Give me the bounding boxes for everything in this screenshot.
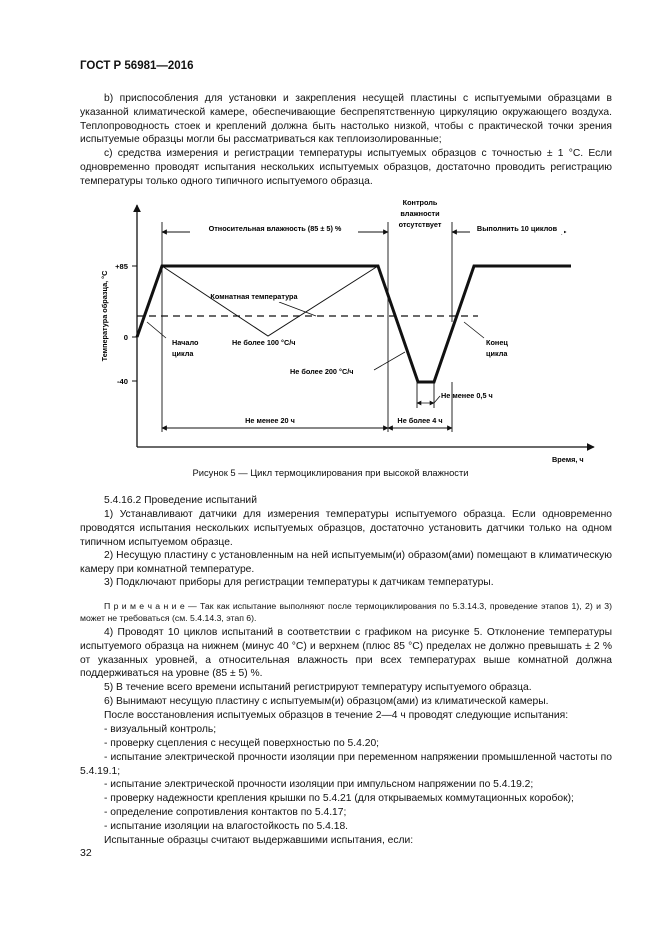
y-tick-0: 0 (123, 333, 128, 342)
y-tick-85: +85 (115, 262, 128, 271)
step-1: 1) Устанавливают датчики для измерения температуры испытуемого образца. Если одновременно проводятся испытания нескольких испытуемых образцов, достаточно установить датчики только на одном типичном испытуемом образце. (80, 509, 612, 548)
test-contact-resistance: - определение сопротивления контактов по 5.4.17; (104, 807, 347, 818)
cycle-start-label-2: цикла (172, 349, 194, 358)
step-6: 6) Вынимают несущую пластину с испытуемым(и) образцом(ами) из климатической камеры. (104, 696, 549, 707)
x-axis-label: Время, ч (552, 455, 584, 464)
not-more-4-label: Не более 4 ч (397, 416, 443, 425)
not-more-200-label: Не более 200 °С/ч (290, 367, 354, 376)
test-cover-fixing: - проверку надежности крепления крышки по 5.4.21 (для открываемых коммутационных коробок); (104, 793, 574, 804)
cycle-end-label-2: цикла (486, 349, 508, 358)
step-5: 5) В течение всего времени испытаний регистрируют температуру испытуемого образца. (104, 682, 532, 693)
test-moisture: - испытание изоляции на влагостойкость по 5.4.18. (104, 821, 349, 832)
step-3: 3) Подключают приборы для регистрации температуры к датчикам температуры. (104, 577, 494, 588)
conclusion-intro: Испытанные образцы считают выдержавшими испытания, если: (104, 835, 414, 846)
control-label-1: Контроль (402, 198, 438, 207)
y-axis-label: Температура образца, °С (100, 270, 109, 362)
not-more-100-label: Не более 100 °С/ч (232, 338, 296, 347)
section-heading: 5.4.16.2 Проведение испытаний (104, 495, 257, 506)
test-visual: - визуальный контроль; (104, 724, 217, 735)
note: П р и м е ч а н и е — Так как испытание выполняют после термоциклирования по 5.3.14.3, проведение этапов 1), 2) и 3) может не требоваться (см. 5.4.14.3, этап 6). (80, 601, 612, 623)
after-recovery: После восстановления испытуемых образцов в течение 2—4 ч проводят следующие испытания: (104, 710, 569, 721)
figure-caption: Рисунок 5 — Цикл термоциклирования при высокой влажности (192, 467, 469, 478)
not-less-05-label: Не менее 0,5 ч (441, 391, 493, 400)
intro-paragraph-c: c) средства измерения и регистрации температуры испытуемых образцов с точностью ± 1 °С. Если одновременно проводят испытания нескольких испытуемых образцов, достаточно проводить регистрацию температуры только одного типичного испытуемого образца. (80, 148, 612, 187)
temperature-profile (137, 266, 571, 382)
not-less-20-label: Не менее 20 ч (245, 416, 295, 425)
cycle-end-label-1: Конец (486, 338, 508, 347)
humidity-label: Относительная влажность (85 ± 5) % (208, 224, 342, 233)
intro-paragraph-b: b) приспособления для установки и закрепления несущей пластины с испытуемыми образцами в указанной климатической камере, обеспечивающие беспрепятственную циркуляцию окружающего воздуха. Теплопроводность стоек и креплений должна быть настолько низкой, чтобы с практической точки зрения испытуемые образцы могли бы рассматриваться как теплоизолированные; (80, 93, 612, 146)
test-ac-strength: - испытание электрической прочности изоляции при переменном напряжении промышленной частоты по 5.4.19.1; (80, 752, 612, 777)
test-adhesion: - проверку сцепления с несущей поверхностью по 5.4.20; (104, 738, 380, 749)
document-header: ГОСТ Р 56981—2016 (80, 60, 194, 72)
test-impulse-strength: - испытание электрической прочности изоляции при импульсном напряжении по 5.4.19.2; (104, 779, 534, 790)
y-tick-minus40: -40 (117, 377, 128, 386)
control-label-2: влажности (400, 209, 440, 218)
repeat-label: Выполнить 10 циклов (476, 224, 558, 233)
room-temperature-label: Комнатная температура (210, 292, 298, 301)
cycle-start-label-1: Начало (172, 338, 199, 347)
control-label-3: отсутствует (398, 220, 442, 229)
page-number: 32 (80, 847, 92, 859)
step-4: 4) Проводят 10 циклов испытаний в соответствии с графиком на рисунке 5. Отклонение температуры испытуемого образца на нижнем (минус 40 °С) и верхнем (плюс 85 °С) пределах не должно превышать ± 2 % от указанных уровней, а относительная влажность при всех температурах выше комнатной должна поддерживаться на уровне (85 ± 5) %. (80, 627, 612, 680)
step-2: 2) Несущую пластину с установленным на ней испытуемым(и) образом(ами) помещают в климатическую камеру при комнатной температуре. (80, 550, 612, 575)
